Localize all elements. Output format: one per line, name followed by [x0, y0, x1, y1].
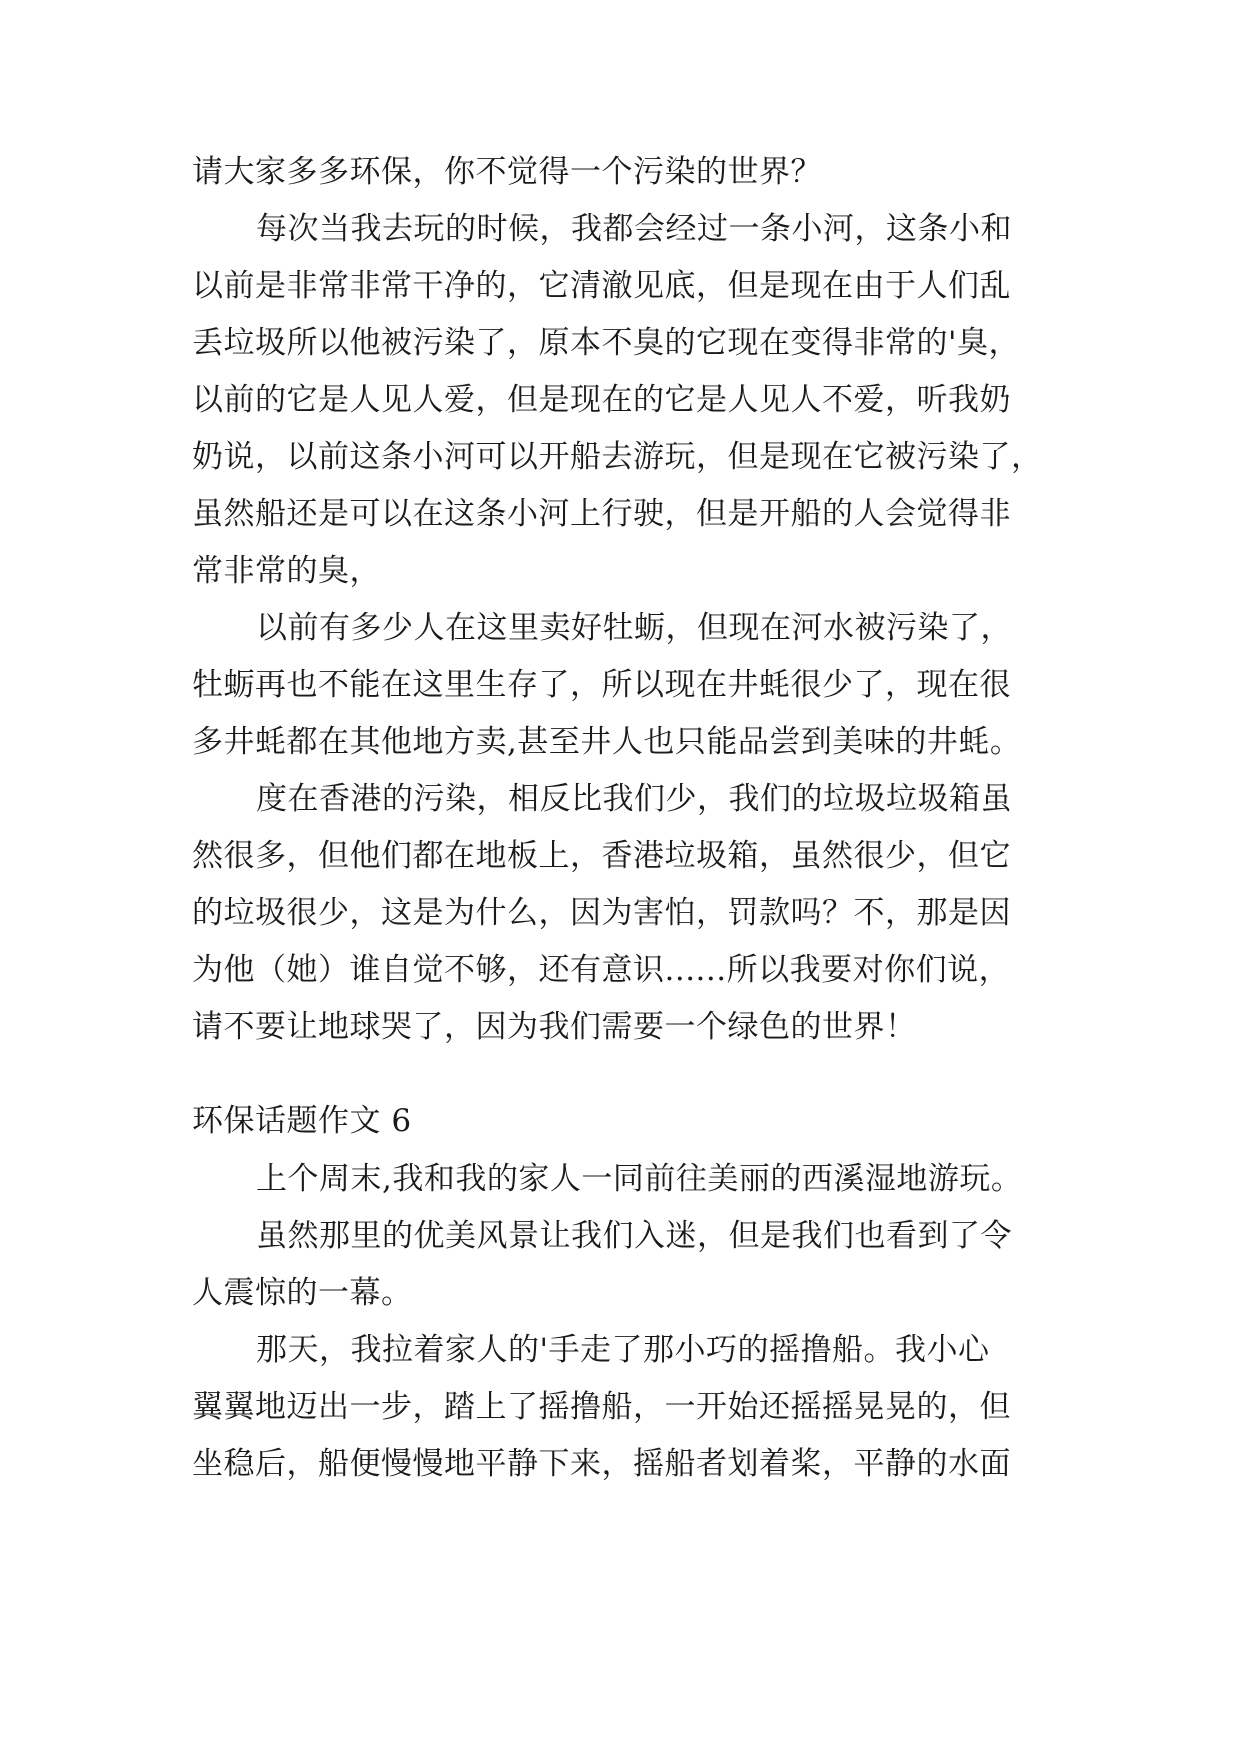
- paragraph-line: 请不要让地球哭了，因为我们需要一个绿色的世界！: [192, 1009, 917, 1045]
- paragraph-line: 人震惊的一幕。: [192, 1275, 413, 1311]
- paragraph-line: 以前是非常非常干净的，它清澈见底，但是现在由于人们乱: [192, 268, 1011, 304]
- paragraph-line: 以前的它是人见人爱，但是现在的它是人见人不爱，听我奶: [192, 382, 1011, 418]
- section-heading: 环保话题作文 6: [192, 1103, 412, 1139]
- paragraph-line: 丢垃圾所以他被污染了，原本不臭的它现在变得非常的'臭，: [192, 325, 1021, 361]
- paragraph-line: 牡蛎再也不能在这里生存了，所以现在井蚝很少了，现在很: [192, 667, 1011, 703]
- paragraph-line: 那天，我拉着家人的'手走了那小巧的摇撸船。我小心: [256, 1332, 990, 1368]
- paragraph-line: 上个周末,我和我的家人一同前往美丽的西溪湿地游玩。: [256, 1161, 1023, 1197]
- paragraph-line: 虽然那里的优美风景让我们入迷，但是我们也看到了令: [256, 1218, 1012, 1254]
- paragraph-line: 多井蚝都在其他地方卖,甚至井人也只能品尝到美味的井蚝。: [192, 724, 1022, 760]
- paragraph-line: 的垃圾很少，这是为什么，因为害怕，罚款吗？不，那是因: [192, 895, 1011, 931]
- paragraph-line: 常非常的臭，: [192, 553, 381, 589]
- paragraph-line: 坐稳后，船便慢慢地平静下来，摇船者划着桨，平静的水面: [192, 1446, 1011, 1482]
- paragraph-line: 虽然船还是可以在这条小河上行驶，但是开船的人会觉得非: [192, 496, 1011, 532]
- paragraph-line: 请大家多多环保，你不觉得一个污染的世界？: [192, 154, 822, 190]
- paragraph-line: 翼翼地迈出一步，踏上了摇撸船，一开始还摇摇晃晃的，但: [192, 1389, 1011, 1425]
- paragraph-line: 以前有多少人在这里卖好牡蛎，但现在河水被污染了，: [256, 610, 1012, 646]
- paragraph-line: 为他（她）谁自觉不够，还有意识......所以我要对你们说，: [192, 952, 1011, 988]
- paragraph-line: 每次当我去玩的时候，我都会经过一条小河，这条小和: [256, 211, 1012, 247]
- paragraph-line: 度在香港的污染，相反比我们少，我们的垃圾垃圾箱虽: [256, 781, 1012, 817]
- paragraph-line: 然很多，但他们都在地板上，香港垃圾箱，虽然很少，但它: [192, 838, 1011, 874]
- paragraph-line: 奶说，以前这条小河可以开船去游玩，但是现在它被污染了，: [192, 439, 1043, 475]
